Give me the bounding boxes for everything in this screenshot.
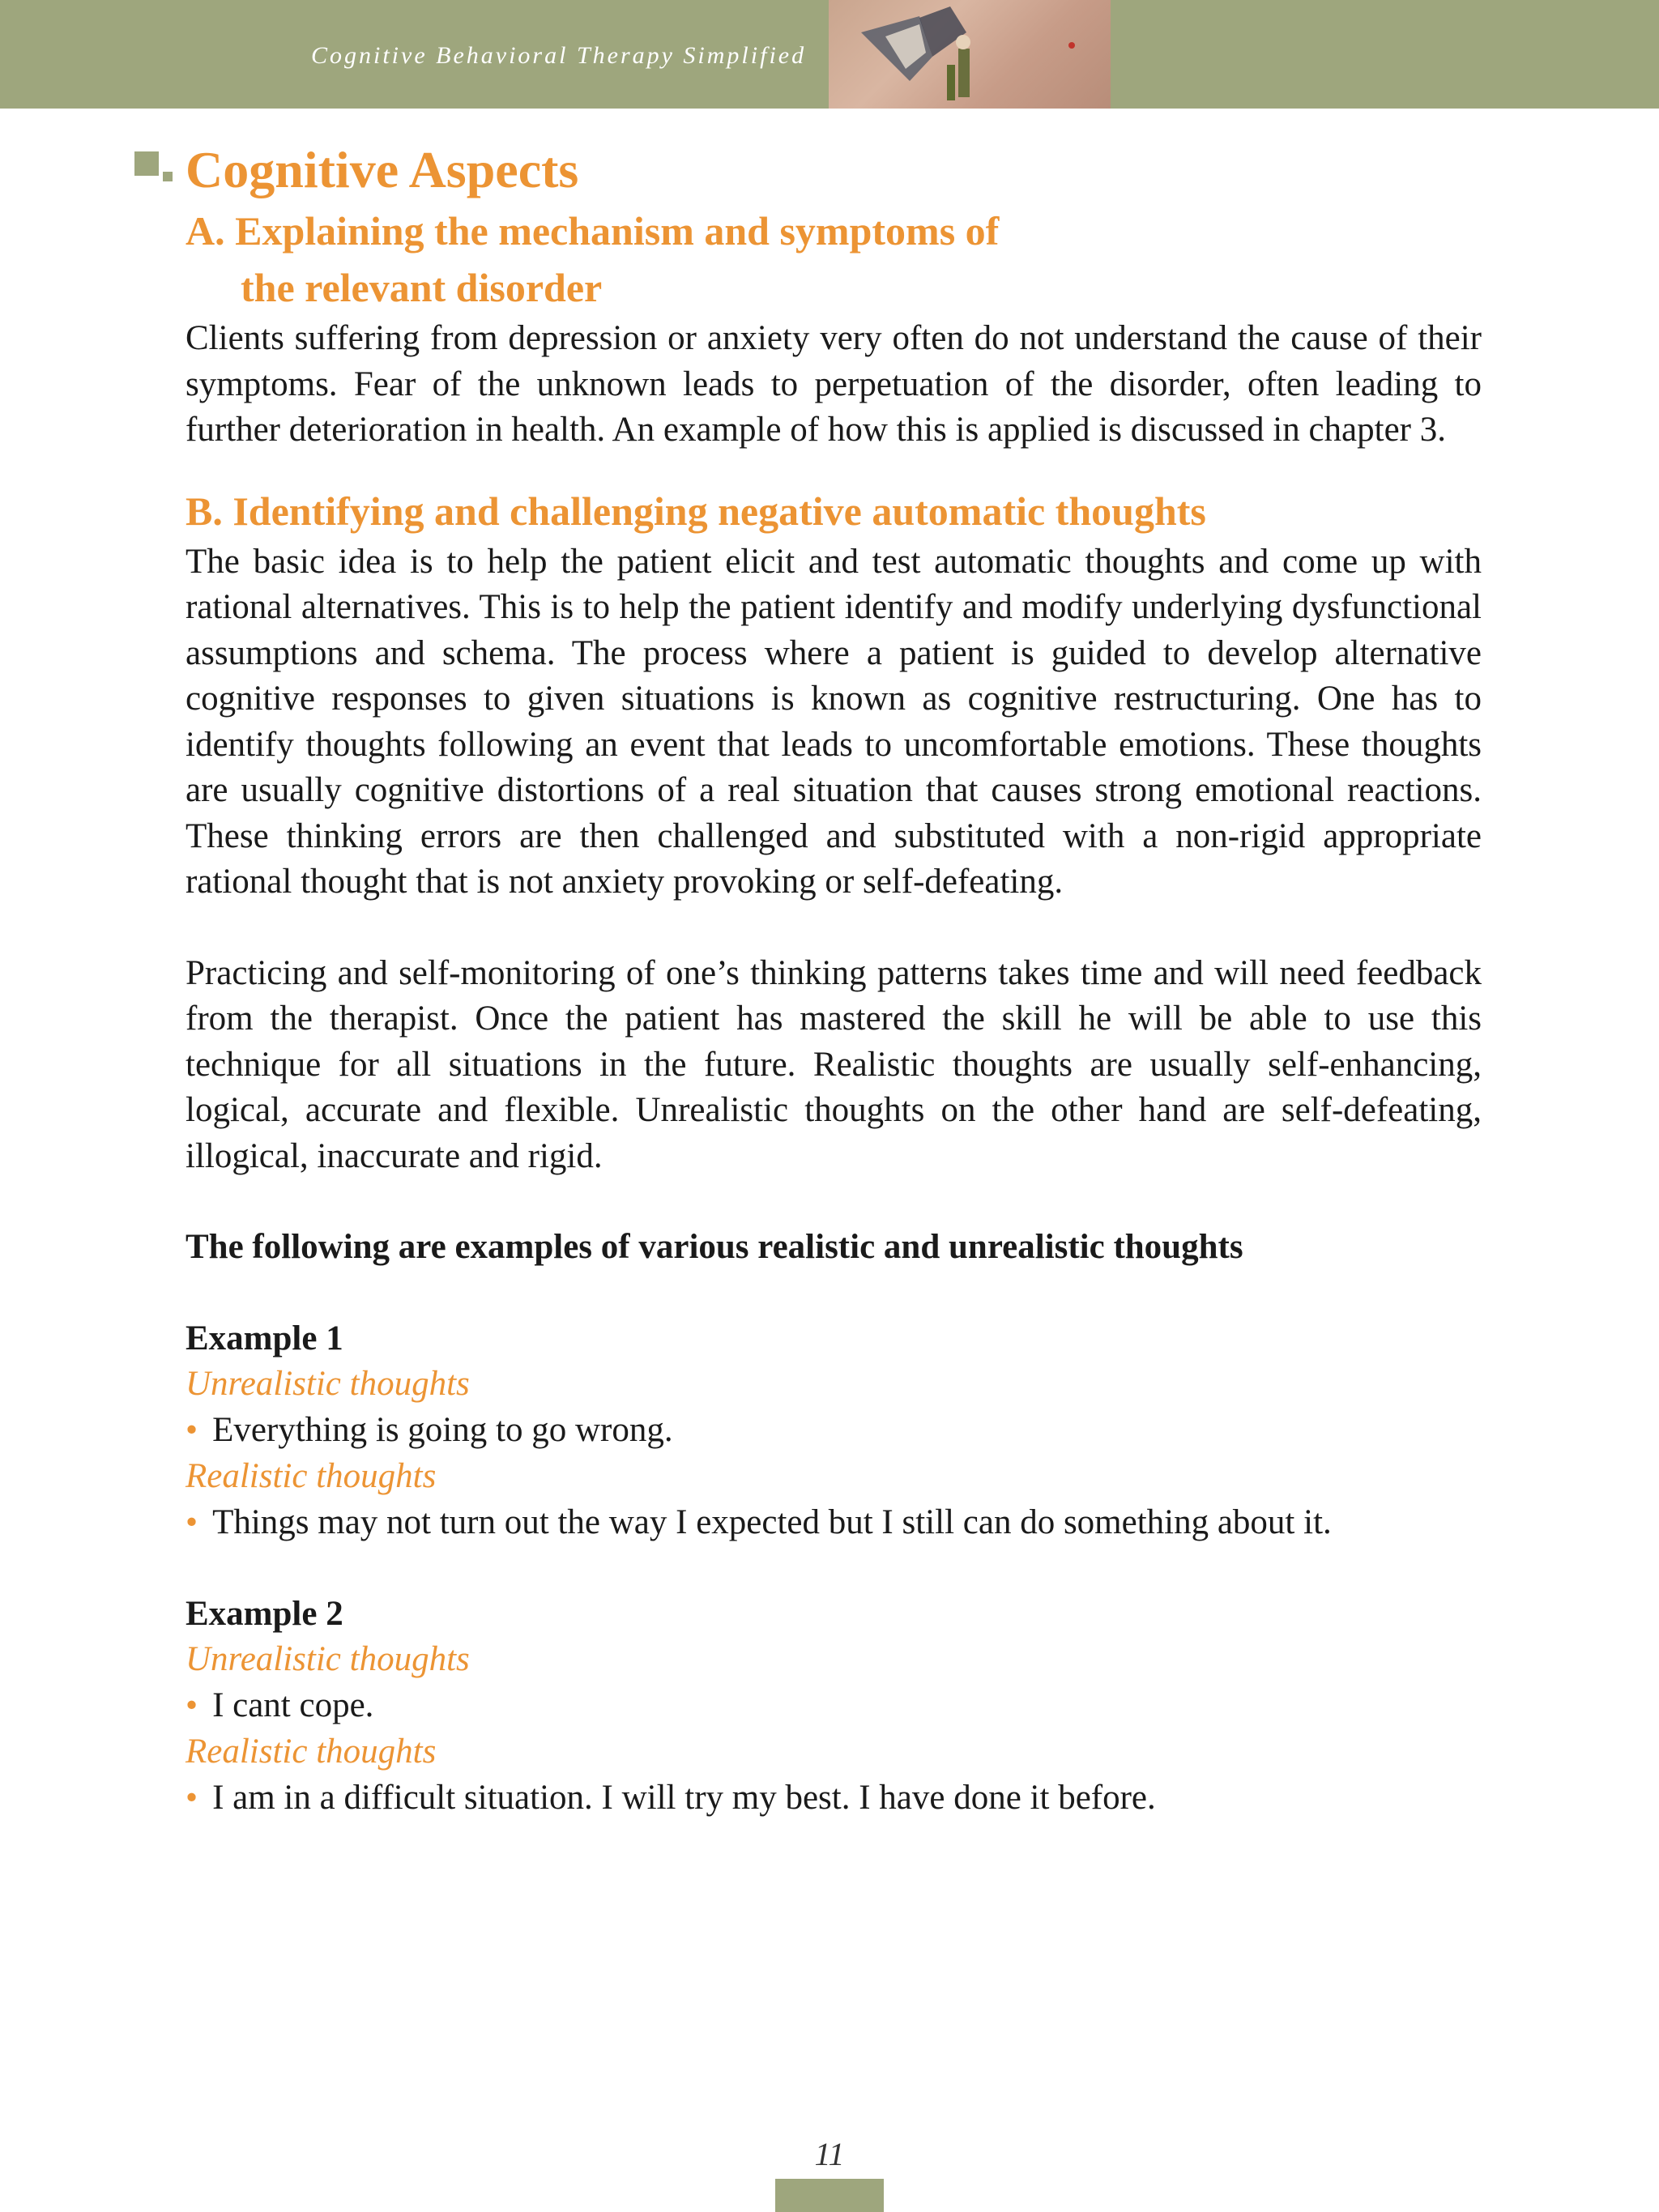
subheading-a-line1: A. Explaining the mechanism and symptoms of	[186, 208, 1000, 254]
example-block-2	[186, 1592, 1482, 1822]
unrealistic-label: Unrealistic thoughts	[186, 1364, 470, 1403]
example-block-1	[186, 1316, 1482, 1546]
list-item	[186, 1682, 1482, 1729]
section-bullet-dot-icon	[163, 172, 173, 181]
page-number: 11	[814, 2136, 845, 2172]
list-item	[186, 1499, 1482, 1546]
realistic-label: Realistic thoughts	[186, 1732, 437, 1771]
subheading-a-line2: the relevant disorder	[241, 265, 603, 310]
section-bullet-square-icon	[134, 151, 159, 176]
bullet-icon: •	[186, 1686, 198, 1724]
unrealistic-label: Unrealistic thoughts	[186, 1639, 470, 1678]
list-item	[186, 1407, 1482, 1454]
section-title: Cognitive Aspects	[186, 141, 579, 198]
realistic-label: Realistic thoughts	[186, 1456, 437, 1495]
header-art-svg	[829, 0, 1111, 109]
spacer	[186, 1271, 1482, 1316]
bullet-icon: •	[186, 1502, 198, 1541]
paragraph-b2: Practicing and self-monitoring of one’s thinking patterns takes time and will need feedback from the therapist. Once the patient has mastered the skill he will be able to use this technique for all situations in the future. Realistic thoughts are usually self-enhancing, logical, accurate and flexible. Unrealistic thoughts on the other hand are self-defeating, illogical, inaccurate and rigid.	[186, 953, 1482, 1175]
footer-tab	[775, 2179, 884, 2212]
spacer	[186, 1546, 1482, 1592]
unrealistic-thought: Everything is going to go wrong.	[212, 1410, 673, 1449]
spacer	[186, 1179, 1482, 1225]
subheading-b: B. Identifying and challenging negative automatic thoughts	[186, 488, 1206, 534]
example-title: Example 1	[186, 1319, 343, 1357]
spacer	[186, 454, 1482, 483]
paragraph-b1: The basic idea is to help the patient elicit and test automatic thoughts and come up with rational alternatives. This is to help the patient identify and modify underlying dysfunctional assumptions and schema. The process where a patient is guided to develop alternative cognitive responses to given situations is known as cognitive restructuring. One has to identify thoughts following an event that leads to uncomfortable emotions. These thoughts are usually cognitive distortions of a real situation that causes strong emotional reactions. These thinking errors are then challenged and substituted with a non-rigid appropriate rational thought that is not anxiety provoking or self-defeating.	[186, 542, 1482, 901]
page-content	[186, 138, 1482, 1822]
paragraph-a: Clients suffering from depression or anxiety very often do not understand the cause of their symptoms. Fear of the unknown leads to perpetuation of the disorder, often leading to further deterioration in health. An example of how this is applied is discussed in chapter 3.	[186, 319, 1482, 449]
bullet-icon: •	[186, 1410, 198, 1449]
bullet-icon: •	[186, 1778, 198, 1817]
spacer	[186, 906, 1482, 951]
realistic-thought: Things may not turn out the way I expected but I still can do something about it.	[212, 1502, 1332, 1541]
unrealistic-thought: I cant cope.	[212, 1686, 374, 1724]
example-title: Example 2	[186, 1594, 343, 1633]
list-item	[186, 1775, 1482, 1822]
running-title: Cognitive Behavioral Therapy Simplified	[311, 42, 807, 69]
realistic-thought: I am in a difficult situation. I will try my best. I have done it before.	[212, 1778, 1156, 1817]
examples-intro: The following are examples of various realistic and unrealistic thoughts	[186, 1228, 1243, 1266]
butterfly-figure-illustration-icon	[829, 0, 1111, 109]
